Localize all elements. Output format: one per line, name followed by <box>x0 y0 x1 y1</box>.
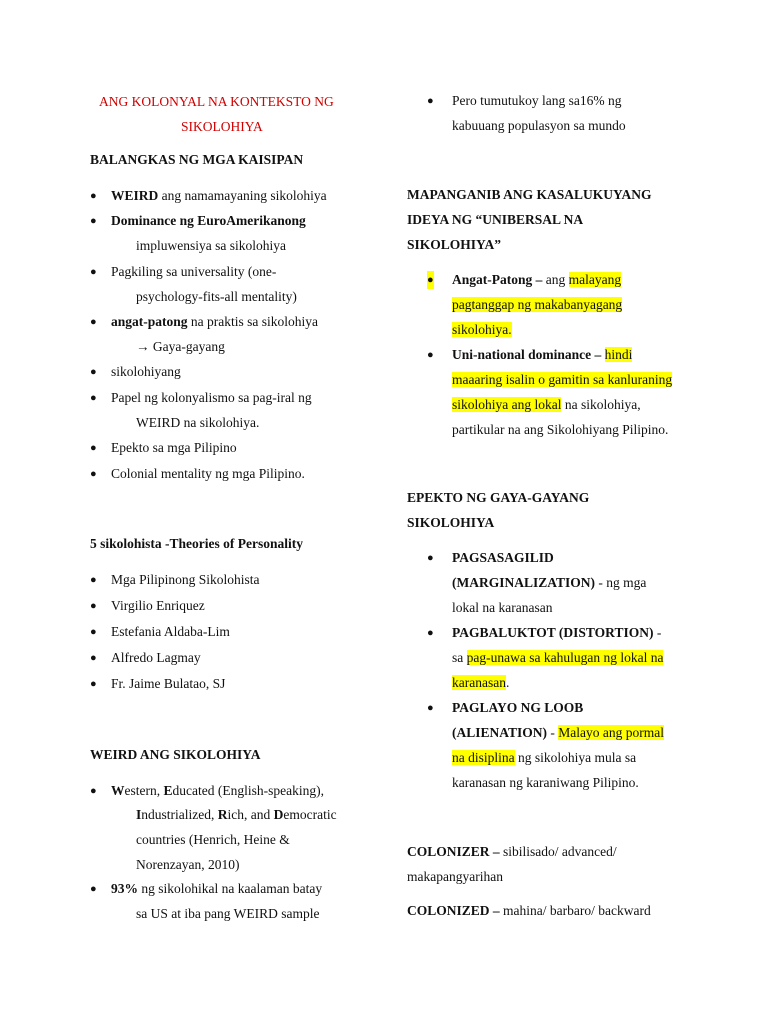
weird-heading: WEIRD ANG SIKOLOHIYA <box>90 747 261 762</box>
list-item: ● Virgilio Enriquez <box>90 598 205 613</box>
mapanganib-heading-l3: SIKOLOHIYA” <box>407 237 502 252</box>
doc-title-line1: ANG KOLONYAL NA KONTEKSTO NG <box>99 94 334 109</box>
bullet-icon: ● <box>427 349 434 361</box>
list-item: ● Uni-national dominance – hindi <box>427 347 633 362</box>
list-item: ● Fr. Jaime Bulatao, SJ <box>90 676 226 691</box>
list-item: ● PAGLAYO NG LOOB <box>427 700 584 715</box>
bullet-icon: ● <box>90 215 97 227</box>
list-item: ● Pero tumutukoy lang sa16% ng <box>427 93 622 108</box>
list-item: ● 93% ng sikolohikal na kaalaman batay <box>90 881 323 896</box>
bullet-icon: ● <box>90 316 97 328</box>
bullet-icon: ● <box>90 652 97 664</box>
colonized-line: COLONIZED – mahina/ barbaro/ backward <box>407 903 651 918</box>
bullet-icon: ● <box>90 785 97 797</box>
bullet-icon: ● <box>90 190 97 202</box>
list-item: ● Angat-Patong – ang malayang <box>427 272 622 287</box>
list-item: ● Pagkiling sa universality (one- <box>90 264 277 279</box>
bullet-icon: ● <box>90 468 97 480</box>
doc-title-line2: SIKOLOHIYA <box>181 119 263 134</box>
theories-heading: 5 sikolohista -Theories of Personality <box>90 536 303 551</box>
mapanganib-heading-l2: IDEYA NG “UNIBERSAL NA <box>407 212 584 227</box>
list-item: ● Mga Pilipinong Sikolohista <box>90 572 260 587</box>
list-item: ● PAGBALUKTOT (DISTORTION) - <box>427 625 662 640</box>
bullet-icon: ● <box>427 552 434 564</box>
mapanganib-heading-l1: MAPANGANIB ANG KASALUKUYANG <box>407 187 652 202</box>
balangkas-heading: BALANGKAS NG MGA KAISIPAN <box>90 152 304 167</box>
list-item: ● PAGSASAGILID <box>427 550 554 565</box>
bullet-icon: ● <box>90 883 97 895</box>
list-item: ● Estefania Aldaba-Lim <box>90 624 230 639</box>
bullet-icon: ● <box>427 627 434 639</box>
bullet-icon: ● <box>90 266 97 278</box>
list-item: ● Papel ng kolonyalismo sa pag-iral ng <box>90 390 312 405</box>
list-item: ● Epekto sa mga Pilipino <box>90 440 237 455</box>
list-item: ● sikolohiyang <box>90 364 181 379</box>
bullet-icon: ● <box>90 574 97 586</box>
bullet-icon: ● <box>427 271 434 289</box>
list-item: ● WEIRD ang namamayaning sikolohiya <box>90 188 327 203</box>
bullet-icon: ● <box>427 95 434 107</box>
bullet-icon: ● <box>90 392 97 404</box>
list-item: ● Alfredo Lagmay <box>90 650 201 665</box>
bullet-icon: ● <box>90 442 97 454</box>
bullet-icon: ● <box>427 702 434 714</box>
bullet-icon: ● <box>90 366 97 378</box>
epekto-heading-l1: EPEKTO NG GAYA-GAYANG <box>407 490 590 505</box>
epekto-heading-l2: SIKOLOHIYA <box>407 515 495 530</box>
list-item: ● Dominance ng EuroAmerikanong <box>90 213 306 228</box>
list-item: ● Colonial mentality ng mga Pilipino. <box>90 466 305 481</box>
bullet-icon: ● <box>90 678 97 690</box>
colonizer-line2: makapangyarihan <box>407 869 503 884</box>
list-item: ● Western, Educated (English-speaking), <box>90 783 324 798</box>
list-item: ● angat-patong na praktis sa sikolohiya <box>90 314 318 329</box>
bullet-icon: ● <box>90 600 97 612</box>
bullet-icon: ● <box>90 626 97 638</box>
colonizer-line: COLONIZER – sibilisado/ advanced/ <box>407 844 617 859</box>
